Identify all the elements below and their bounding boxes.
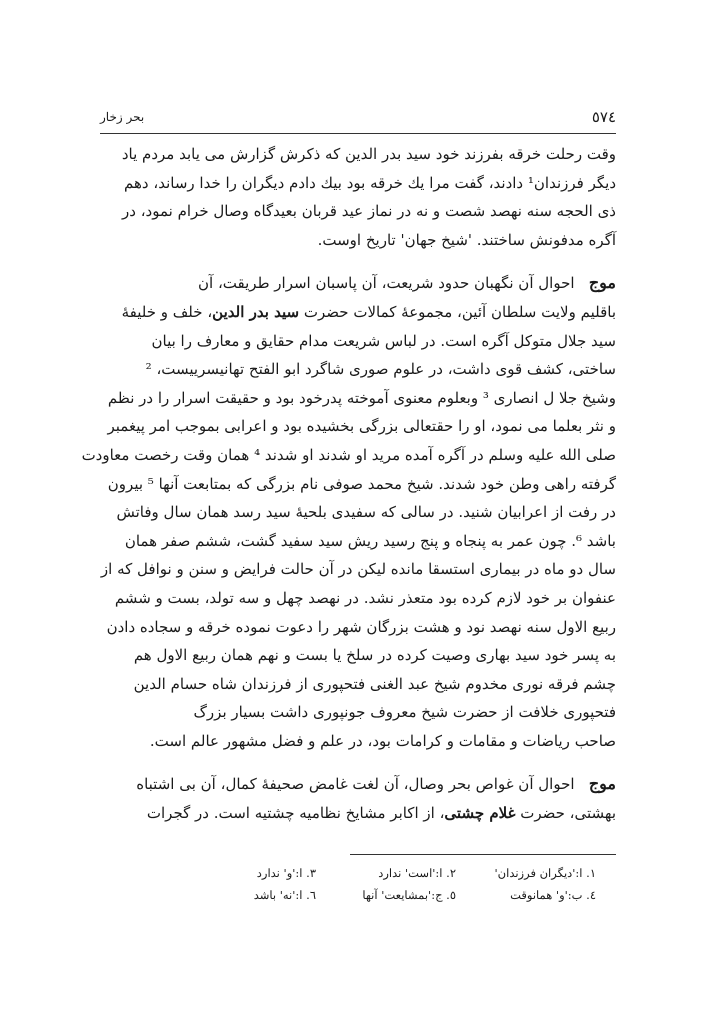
text-line: ربیع الاول سنه نهصد نود و هشت بزرگان شهر را دعوت نموده خرقه و سجاده دادن [106, 617, 616, 636]
paragraph-1 [100, 140, 616, 254]
section-lead: موج [588, 774, 616, 794]
text-line: چشم فرقه نوری مخدوم شیخ عبد الغنی فتحپوری از فرزندان شاه حسام الدین [133, 674, 616, 693]
text-line [100, 298, 616, 327]
text-segment: احوال آن نگهبان حدود شریعت، آن پاسبان اسرار طریقت، آن [198, 274, 575, 293]
bold-name: غلام چشتی [444, 804, 516, 823]
text-segment: باقلیم ولایت سلطان آئین، مجموعهٔ کمالات حضرت [303, 302, 616, 321]
text-segment: ، خلف و خلیفهٔ [121, 302, 213, 321]
text-line: ساختی، کشف قوی داشت، در علوم صوری شاگرد ابو الفتح تهانیسرییست، ² [145, 360, 616, 379]
footnote: ٣. ا:'و' ندارد [256, 866, 316, 880]
footnote: ٦. ا:'نه' باشد [253, 888, 316, 902]
footnote: ٢. ا:'است' ندارد [378, 866, 456, 880]
text-line: ذی الحجه سنه نهصد شصت و نه در نماز عید قربان بعیدگاه وصال خرام نمود، در [122, 202, 616, 221]
body-text [81, 140, 616, 828]
footnote: ٤. ب:'و' همانوقت [510, 888, 596, 902]
text-line: سید جلال متوکل آگره است. در لباس شریعت مدام حقایق و معارف را بیان [151, 331, 616, 350]
text-line: گرفته راهی وطن خود شدند. شیخ محمد صوفی نام بزرگی که بمتابعت آنها ⁵ بیرون [107, 474, 616, 493]
text-line [100, 770, 616, 799]
footnote-row [100, 884, 616, 906]
text-segment: بهشتی، حضرت [520, 804, 616, 823]
text-line: وقت رحلت خرقه بفرزند خود سید بدر الدین که ذکرش گزارش می یابد مردم یاد [121, 145, 616, 163]
text-line: به پسر خود سید بهاری وصیت کرده در سلخ یا بست و نهم همان ربیع الاول هم [133, 646, 616, 665]
footnote: ٥. ج:'بمشایعت' آنها [362, 888, 456, 902]
text-line: در رفت از اعرابیان شنید. در سالی که سفیدی بلحیهٔ سید رسد همان سال وفاتش [116, 503, 616, 522]
text-line: آگره مدفونش ساختند. 'شیخ جهان' تاریخ اوست. [317, 230, 616, 249]
paragraph-3 [100, 770, 616, 827]
text-line [100, 799, 616, 828]
header-rule [100, 133, 616, 134]
footnote-rule [350, 854, 616, 855]
text-line: وشیخ جلا ل انصاری ³ وبعلوم معنوی آموخته پدرخود بود و حقیقت اسرار را در نظم [107, 388, 616, 407]
page-number: ٥٧٤ [591, 108, 616, 126]
text-line: صلی الله علیه وسلم در آگره آمده مرید او شدند او شدند ⁴ همان وقت رخصت معاودت [81, 445, 616, 464]
footnote-row [100, 862, 616, 884]
text-line: صاحب ریاضات و مقامات و کرامات بود، در علم و فضل مشهور عالم است. [149, 731, 616, 750]
page-header [100, 108, 616, 130]
footnotes [100, 862, 616, 906]
text-segment: ، از اکابر مشایخ نظامیه چشتیه است. در گجرات [146, 804, 445, 823]
text-line [100, 269, 616, 298]
bold-name: سید بدر الدین [212, 302, 300, 321]
text-line: باشد ⁶. چون عمر به پنجاه و پنج رسید ریش سید سفید گشت، ششم صفر همان [124, 531, 616, 550]
paragraph-gap [100, 254, 616, 269]
paragraph-gap [100, 755, 616, 770]
text-line: و نثر بعلما می نمود، او را حقتعالی بزرگی بخشیده بود و اعرابی بموجب امر پیغمبر [107, 417, 616, 436]
text-line: سال دو ماه در بیماری استسقا مانده لیکن در آن حالت فرایض و سنن و نوافل که از [100, 560, 616, 579]
paragraph-2 [81, 269, 616, 755]
section-lead: موج [588, 273, 616, 293]
text-line: فتحپوری خلافت از حضرت شیخ معروف جونپوری داشت بسیار بزرگ [193, 703, 616, 722]
text-line: دیگر فرزندان¹ دادند، گفت مرا یك خرقه بود بیك دادم دیگران را خدا رساند، دهم [124, 173, 616, 192]
text-segment: احوال آن غواص بحر وصال، آن لغت غامض صحیفهٔ کمال، آن بی اشتباه [136, 775, 575, 794]
running-title: بحر زخار [100, 110, 145, 124]
footnote: ١. ا:'دیگران فرزندان' [494, 866, 596, 880]
text-line: عنفوان بر خود لازم کرده بود متعذر نشد. در نهصد چهل و سه تولد، بست و ششم [114, 588, 616, 607]
